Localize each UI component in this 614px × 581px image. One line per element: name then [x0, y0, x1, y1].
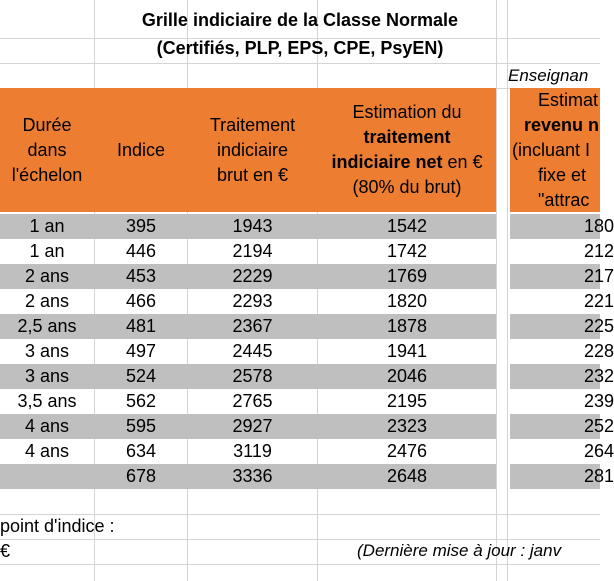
- table-cell-brut: 2229: [232, 266, 273, 286]
- header-text: Indice: [116, 139, 166, 160]
- table-cell-revenu: 239: [584, 391, 614, 411]
- table-cell-brut: 2293: [232, 291, 273, 311]
- header-text: traitement: [363, 127, 451, 147]
- last-update-note: (Dernière mise à jour : janv: [357, 541, 562, 560]
- header-text: (incluant I: [512, 139, 591, 160]
- table-cell-net: 1542: [386, 216, 428, 236]
- table-cell-brut: 2765: [232, 391, 273, 411]
- table-cell-brut: 2578: [232, 366, 273, 386]
- header-duree: [0, 88, 94, 212]
- point-indice-label: point d'indice :: [0, 516, 115, 536]
- table-cell-duree: 3 ans: [24, 341, 70, 361]
- section-label: Enseignan: [508, 66, 589, 85]
- gridline: [0, 514, 600, 515]
- table-cell-indice: 395: [125, 216, 157, 236]
- table-cell-brut: 2927: [232, 416, 273, 436]
- header-text: fixe et: [538, 164, 587, 185]
- table-cell-indice: 497: [125, 341, 157, 361]
- table-cell-revenu: 228: [584, 341, 614, 361]
- table-cell-brut: 2194: [232, 241, 273, 261]
- table-cell-brut: 3336: [232, 466, 273, 486]
- table-cell-net: 2323: [386, 416, 428, 436]
- table-cell-net: 2648: [386, 466, 428, 486]
- table-cell-indice: 524: [125, 366, 157, 386]
- table-cell-indice: 481: [125, 316, 157, 336]
- table-cell-revenu: 264: [584, 441, 614, 461]
- header-brut: [188, 88, 317, 212]
- table-cell-net: 1742: [386, 241, 428, 261]
- gridline: [0, 539, 600, 540]
- table-cell-duree: 3,5 ans: [17, 391, 77, 411]
- header-text: brut en €: [216, 164, 289, 185]
- table-cell-revenu: 232: [584, 366, 614, 386]
- table-cell-brut: 2367: [232, 316, 273, 336]
- page-title: Grille indiciaire de la Classe Normale: [141, 10, 459, 30]
- table-cell-duree: 2 ans: [24, 291, 70, 311]
- table-cell-brut: 3119: [233, 441, 272, 461]
- header-text: Estimat: [538, 89, 599, 110]
- table-cell-brut: 2445: [232, 341, 273, 361]
- table-cell-indice: 678: [125, 466, 157, 486]
- table-cell-revenu: 221: [584, 291, 614, 311]
- table-cell-duree: 4 ans: [24, 416, 70, 436]
- table-cell-duree: [0, 464, 94, 489]
- table-cell-net: 1820: [386, 291, 428, 311]
- header-text: Estimation du: [352, 102, 462, 122]
- gridline: [0, 63, 600, 64]
- header-text: revenu n: [524, 114, 600, 135]
- page-subtitle: (Certifiés, PLP, EPS, CPE, PsyEN): [156, 38, 444, 58]
- header-indice: [95, 88, 187, 212]
- table-cell-revenu: 180: [584, 216, 614, 236]
- table-cell-indice: 453: [125, 266, 157, 286]
- table-cell-duree: 2 ans: [24, 266, 70, 286]
- header-text: l'échelon: [11, 164, 83, 185]
- euro-symbol: €: [0, 541, 11, 561]
- table-cell-revenu: 281: [584, 466, 614, 486]
- header-text: Traitement: [209, 114, 296, 135]
- table-cell-indice: 466: [125, 291, 157, 311]
- table-cell-revenu: 252: [584, 416, 614, 436]
- table-cell-indice: 595: [125, 416, 157, 436]
- header-text: "attrac: [538, 189, 590, 210]
- table-cell-duree: 1 an: [29, 216, 65, 236]
- table-cell-revenu: 212: [584, 241, 614, 261]
- table-cell-net: 1769: [386, 266, 428, 286]
- table-cell-revenu: 225: [584, 316, 614, 336]
- header-text: en €: [442, 152, 483, 172]
- table-cell-duree: 3 ans: [24, 366, 70, 386]
- table-cell-net: 2046: [386, 366, 428, 386]
- table-cell-duree: 4 ans: [24, 441, 70, 461]
- header-text: indiciaire net: [331, 152, 443, 172]
- table-cell-duree: 2,5 ans: [17, 316, 77, 336]
- table-cell-indice: 562: [125, 391, 157, 411]
- table-cell-net: 1878: [386, 316, 428, 336]
- table-cell-net: 2195: [386, 391, 428, 411]
- table-cell-indice: 634: [125, 441, 157, 461]
- table-cell-indice: 446: [125, 241, 157, 261]
- header-text: dans: [27, 139, 67, 160]
- table-cell-duree: 1 an: [29, 241, 65, 261]
- header-text: Durée: [22, 114, 72, 135]
- table-cell-net: 1941: [386, 341, 428, 361]
- header-text: indiciaire: [216, 139, 289, 160]
- table-cell-revenu: 217: [584, 266, 614, 286]
- header-text: (80% du brut): [352, 177, 462, 197]
- gridline: [0, 564, 600, 565]
- table-cell-net: 2476: [386, 441, 428, 461]
- table-cell-brut: 1943: [232, 216, 273, 236]
- header-revenu: [510, 88, 600, 212]
- header-net: [318, 88, 496, 212]
